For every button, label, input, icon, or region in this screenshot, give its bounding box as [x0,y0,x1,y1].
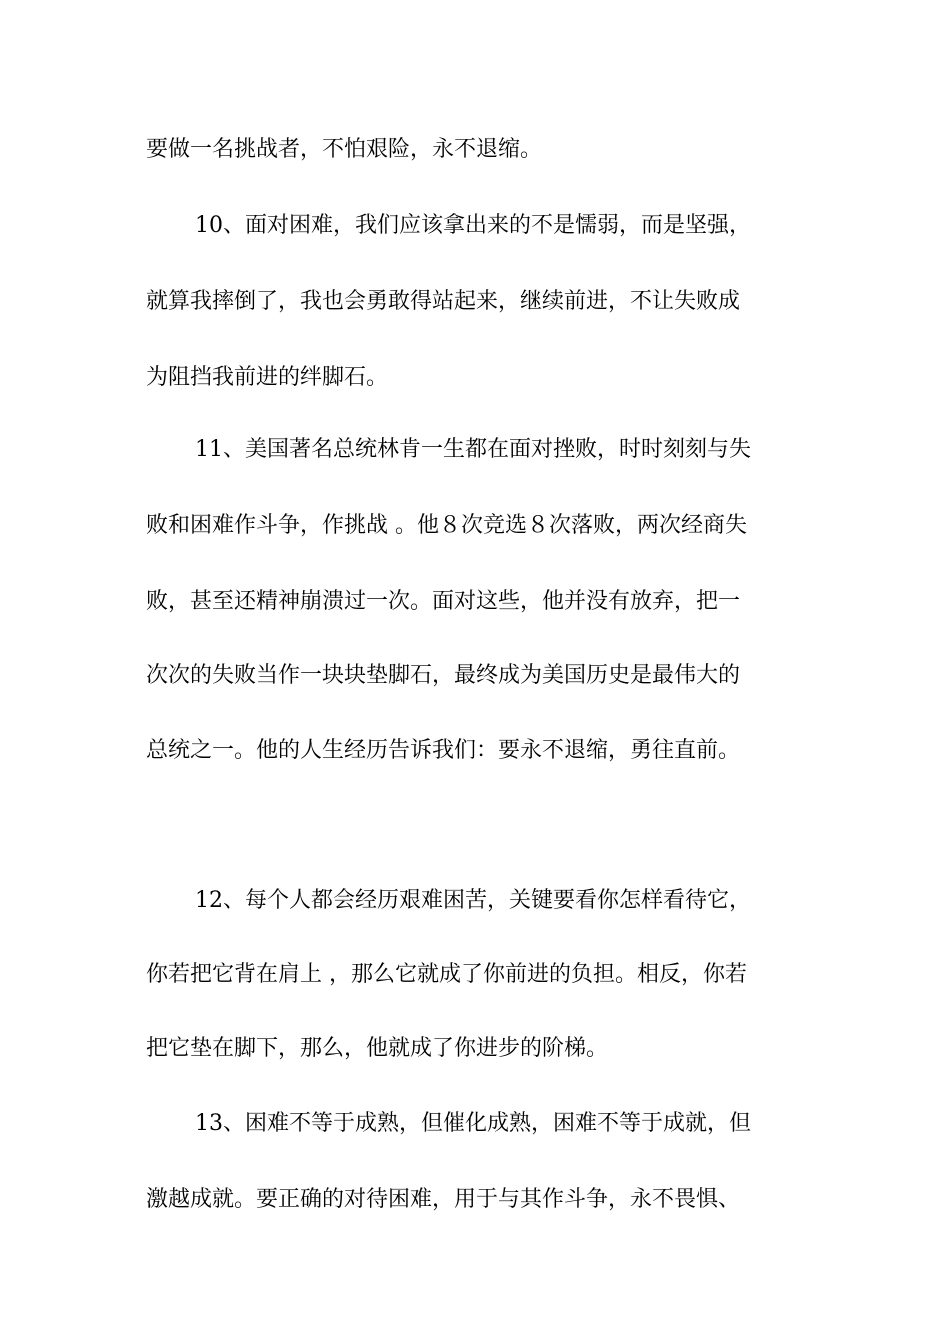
paragraph-11-line-1: 11、美国著名总统林肯一生都在面对挫败，时时刻刻与失 [195,437,751,462]
paragraph-10-line-2: 就算我摔倒了，我也会勇敢得站起来，继续前进，不让失败成 [146,289,741,314]
paragraph-13-line-1: 13、困难不等于成熟，但催化成熟，困难不等于成就，但 [195,1111,751,1136]
paragraph-11-line-4: 次次的失败当作一块块垫脚石，最终成为美国历史是最伟大的 [146,663,741,688]
paragraph-12-line-2: 你若把它背在肩上 ，那么它就成了你前进的负担。相反，你若 [146,962,747,987]
paragraph-11-line-3: 败，甚至还精神崩溃过一次。面对这些，他并没有放弃，把一 [146,589,741,614]
paragraph-10-line-1: 10、面对困难，我们应该拿出来的不是懦弱，而是坚强， [195,213,751,238]
paragraph-12-line-3: 把它垫在脚下，那么，他就成了你进步的阶梯。 [146,1036,609,1061]
paragraph-12-line-1: 12、每个人都会经历艰难困苦，关键要看你怎样看待它， [195,888,751,913]
paragraph-11-line-5: 总统之一。他的人生经历告诉我们：要永不退缩，勇往直前。 [146,738,741,763]
paragraph-10-line-3: 为阻挡我前进的绊脚石。 [146,365,389,390]
paragraph-13-line-2: 激越成就。要正确的对待困难，用于与其作斗争，永不畏惧、 [146,1187,741,1212]
paragraph-11-line-2: 败和困难作斗争，作挑战 。他８次竞选８次落败，两次经商失 [146,513,747,538]
text-line-1: 要做一名挑战者，不怕艰险，永不退缩。 [146,137,543,162]
